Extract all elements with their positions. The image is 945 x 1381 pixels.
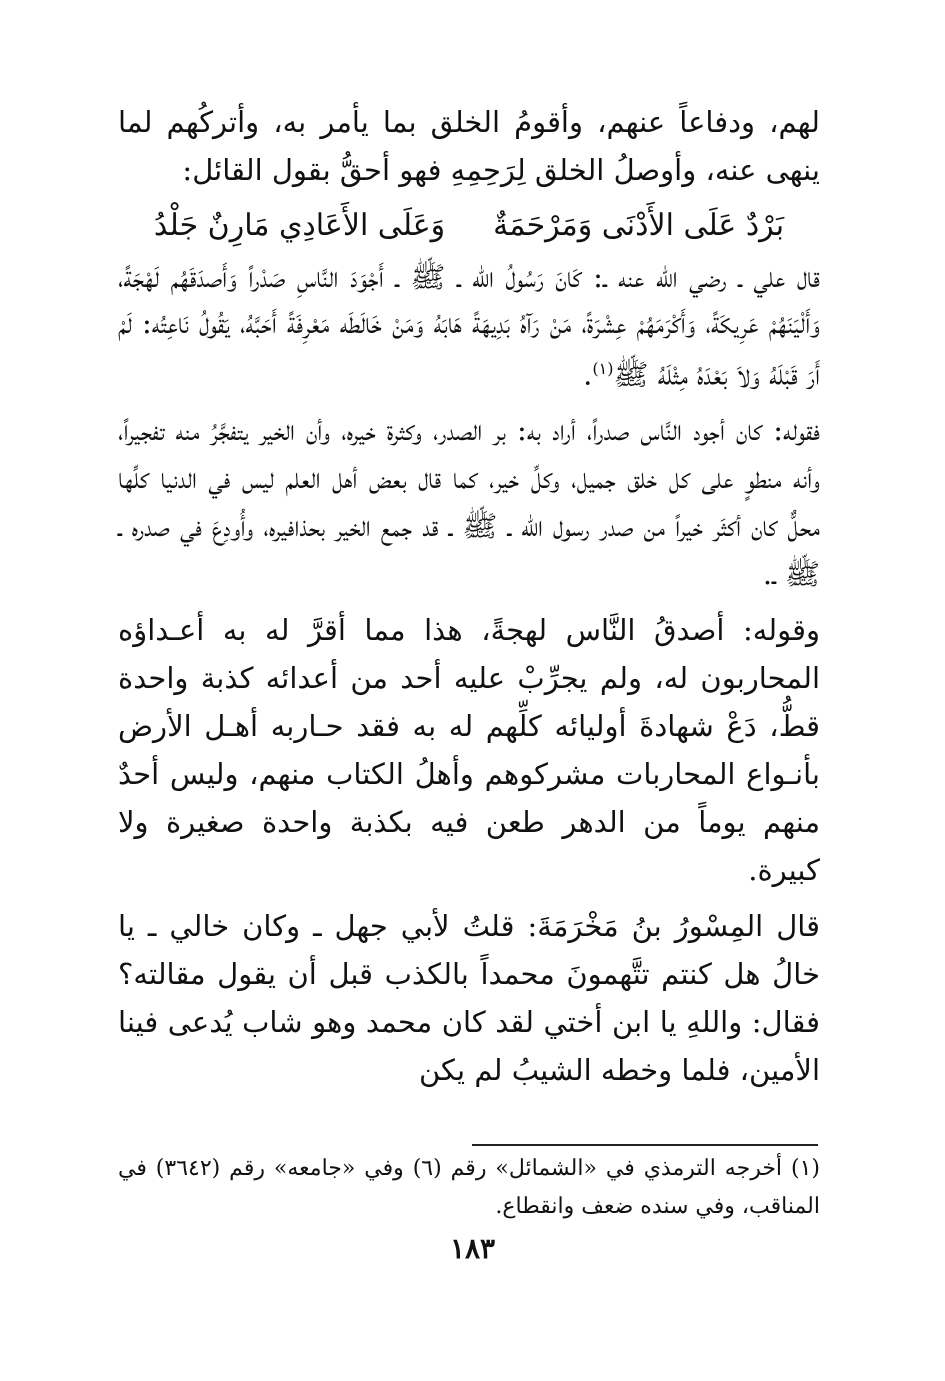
footnote-divider	[472, 1144, 818, 1146]
verse-second-hemistich: وَعَلَى الأَعَادِي مَارِنٌ جَلْدُ	[153, 208, 446, 243]
poetry-verse	[118, 198, 820, 254]
footnote-reference: (١)	[592, 359, 614, 378]
footnote: (١) أخرجه الترمذي في «الشمائل» رقم (٦) وفي «جامعه» رقم (٣٦٤٢) في المناقب، وفي سنده ضعف وانقطاع.	[118, 1156, 820, 1219]
hadith-quote	[118, 254, 820, 398]
paragraph-3: وقوله: أصدقُ النَّاس لهجةً، هذا مما أقرَّ له به أعـداؤه المحاربون له، ولم يجرِّبْ عليه أحد من أعدائه كذبة واحدة قطُّ، دَعْ شهادةَ أوليائه كلِّهم له به فقد حـاربه أهـل الأرض بأنـواع المحاربات مشركوهم وأهلُ الكتاب منهم، وليس أحدٌ منهم يوماً من الدهر طعن فيه بكذبة واحدة صغيرة ولا كبيرة.	[118, 612, 820, 887]
hadith-text: قال علي ـ رضي الله عنه ـ: كَانَ رَسُولُ الله ـ ﷺ ـ أَجْوَدَ النَّاسِ صَدْراً وَأَصدَقَهُم لَهْجَةً، وَأَلْيَنَهُمْ عَرِيكَةً، وَأَكْرَمَهُمْ عِشْرَةً، مَنْ رَآهُ بَدِيهَةً هَابَهُ وَمَنْ خَالَطَه مَعْرِفَةً أَحَبَّهُ، يَقُولُ نَاعِتُه: لَمْ أَرَ قَبْلَهُ وَلاَ بَعْدَهُ مِثْلَهُ ﷺ	[118, 260, 820, 392]
page-body	[118, 98, 820, 1094]
hadith-end-mark: .	[583, 357, 593, 392]
paragraph-4: قال المِسْورُ بنُ مَخْرَمَةَ: قلتُ لأبي جهل ـ وكان خالي ـ يا خالُ هل كنتم تتَّهمونَ محمداً بالكذب قبل أن يقول مقالته؟ فقال: واللهِ يا ابن أختي لقد كان محمد وهو شاب يُدعى فينا الأمين، فلما وخطه الشيبُ لم يكن	[118, 908, 820, 1087]
verse-first-hemistich: بَرْدٌ عَلَى الأَدْنَى وَمَرْحَمَةٌ	[493, 208, 785, 243]
paragraph-1: لهم، ودفاعاً عنهم، وأقومُ الخلق بما يأمر به، وأتركُهم لما ينهى عنه، وأوصلُ الخلق لِرَحِمِهِ فهو أحقُّ بقول القائل:	[118, 105, 820, 187]
page-number: ١٨٣	[449, 1232, 496, 1265]
paragraph-2: فقوله: كان أجود النَّاس صدراً، أراد به: بر الصدر، وكثرة خيره، وأن الخير يتفجَّرُ منه تفجيراً، وأنه منطوٍ على كل خلق جميل، وكلِّ خير، كما قال بعض أهل العلم ليس في الدنيا كلِّها محلٌّ كان أكثَر خيراً من صدر رسول الله ـ ﷺ ـ قد جمع الخير بحذافيره، وأُودِعَ في صدره ـ ﷺ ـ.	[118, 412, 820, 591]
